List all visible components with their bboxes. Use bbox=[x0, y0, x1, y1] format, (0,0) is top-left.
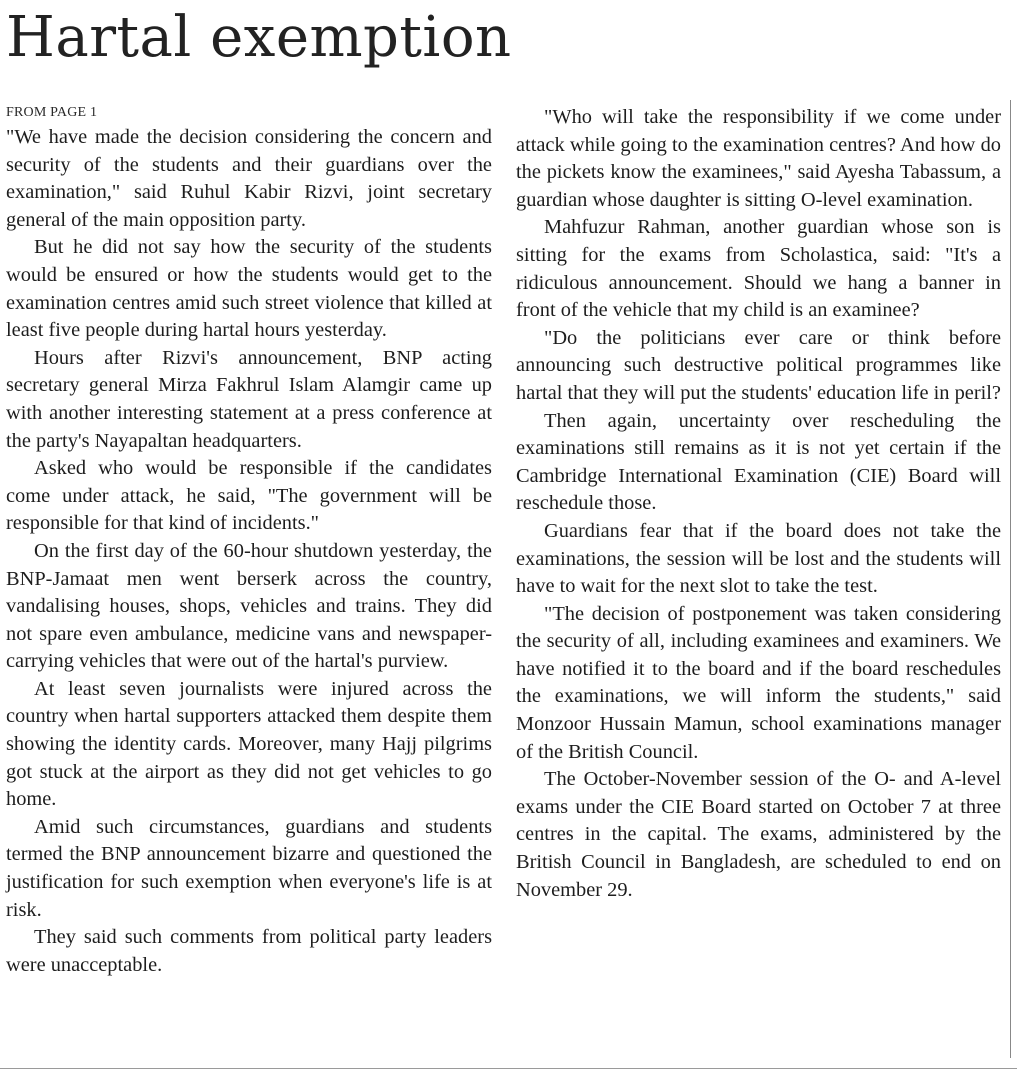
paragraph: "The decision of postponement was taken considering the security of all, including examinees and examiners. We have notified it to the board and if the board reschedules the examinations, we will inform the students," said Monzoor Hussain Mamun, school examinations manager of the British Council. bbox=[516, 602, 1001, 763]
paragraph: The October-November session of the O- and A-level exams under the CIE Board started on October 7 at three centres in the capital. The exams, administered by the British Council in Bangladesh, are scheduled to end on November 29. bbox=[516, 768, 1001, 901]
article-column-left bbox=[6, 104, 492, 979]
column-rule bbox=[1010, 100, 1011, 1058]
paragraph: Amid such circumstances, guardians and students termed the BNP announcement bizarre and questioned the justification for such exemption when everyone's life is at risk. bbox=[6, 815, 492, 921]
paragraph: Mahfuzur Rahman, another guardian whose son is sitting for the exams from Scholastica, said: "It's a ridiculous announcement. Should we hang a banner in front of the vehicle that my child is an examinee? bbox=[516, 216, 1001, 322]
paragraph: Hours after Rizvi's announcement, BNP acting secretary general Mirza Fakhrul Islam Alamgir came up with another interesting statement at a press conference at the party's Nayapaltan headquarters. bbox=[6, 346, 492, 452]
paragraph: On the first day of the 60-hour shutdown yesterday, the BNP-Jamaat men went berserk across the country, vandalising houses, shops, vehicles and trains. They did not spare even ambulance, medicine vans and newspaper-carrying vehicles that were out of the hartal's purview. bbox=[6, 539, 492, 673]
paragraph: At least seven journalists were injured across the country when hartal supporters attacked them despite them showing the identity cards. Moreover, many Hajj pilgrims got stuck at the airport as they did not get vehicles to go home. bbox=[6, 677, 492, 811]
paragraph: Asked who would be responsible if the candidates come under attack, he said, "The government will be responsible for that kind of incidents." bbox=[6, 457, 492, 535]
paragraph: "Who will take the responsibility if we come under attack while going to the examination centres? And how do the pickets know the examinees," said Ayesha Tabassum, a guardian whose daughter is sitting O-level examination. bbox=[516, 106, 1001, 211]
paragraph: "We have made the decision considering the concern and security of the students and their guardians over the examination," said Ruhul Kabir Rizvi, joint secretary general of the main opposition party. bbox=[6, 126, 492, 231]
kicker: FROM PAGE 1 bbox=[6, 105, 98, 120]
paragraph: They said such comments from political party leaders were unacceptable. bbox=[6, 926, 492, 976]
paragraph: Guardians fear that if the board does not take the examinations, the session will be lost and the students will have to wait for the next slot to take the test. bbox=[516, 519, 1001, 598]
headline: Hartal exemption bbox=[6, 5, 512, 70]
paragraph: But he did not say how the security of the students would be ensured or how the students would get to the examination centres amid such street violence that killed at least five people during hartal hours yesterday. bbox=[6, 236, 492, 342]
article-column-right bbox=[516, 104, 1001, 904]
paragraph: Then again, uncertainty over rescheduling the examinations still remains as it is not yet certain if the Cambridge International Examination (CIE) Board will reschedule those. bbox=[516, 409, 1001, 515]
paragraph: "Do the politicians ever care or think before announcing such destructive political programmes like hartal that they will put the students' education life in peril? bbox=[516, 326, 1001, 404]
bottom-rule bbox=[0, 1068, 1017, 1069]
